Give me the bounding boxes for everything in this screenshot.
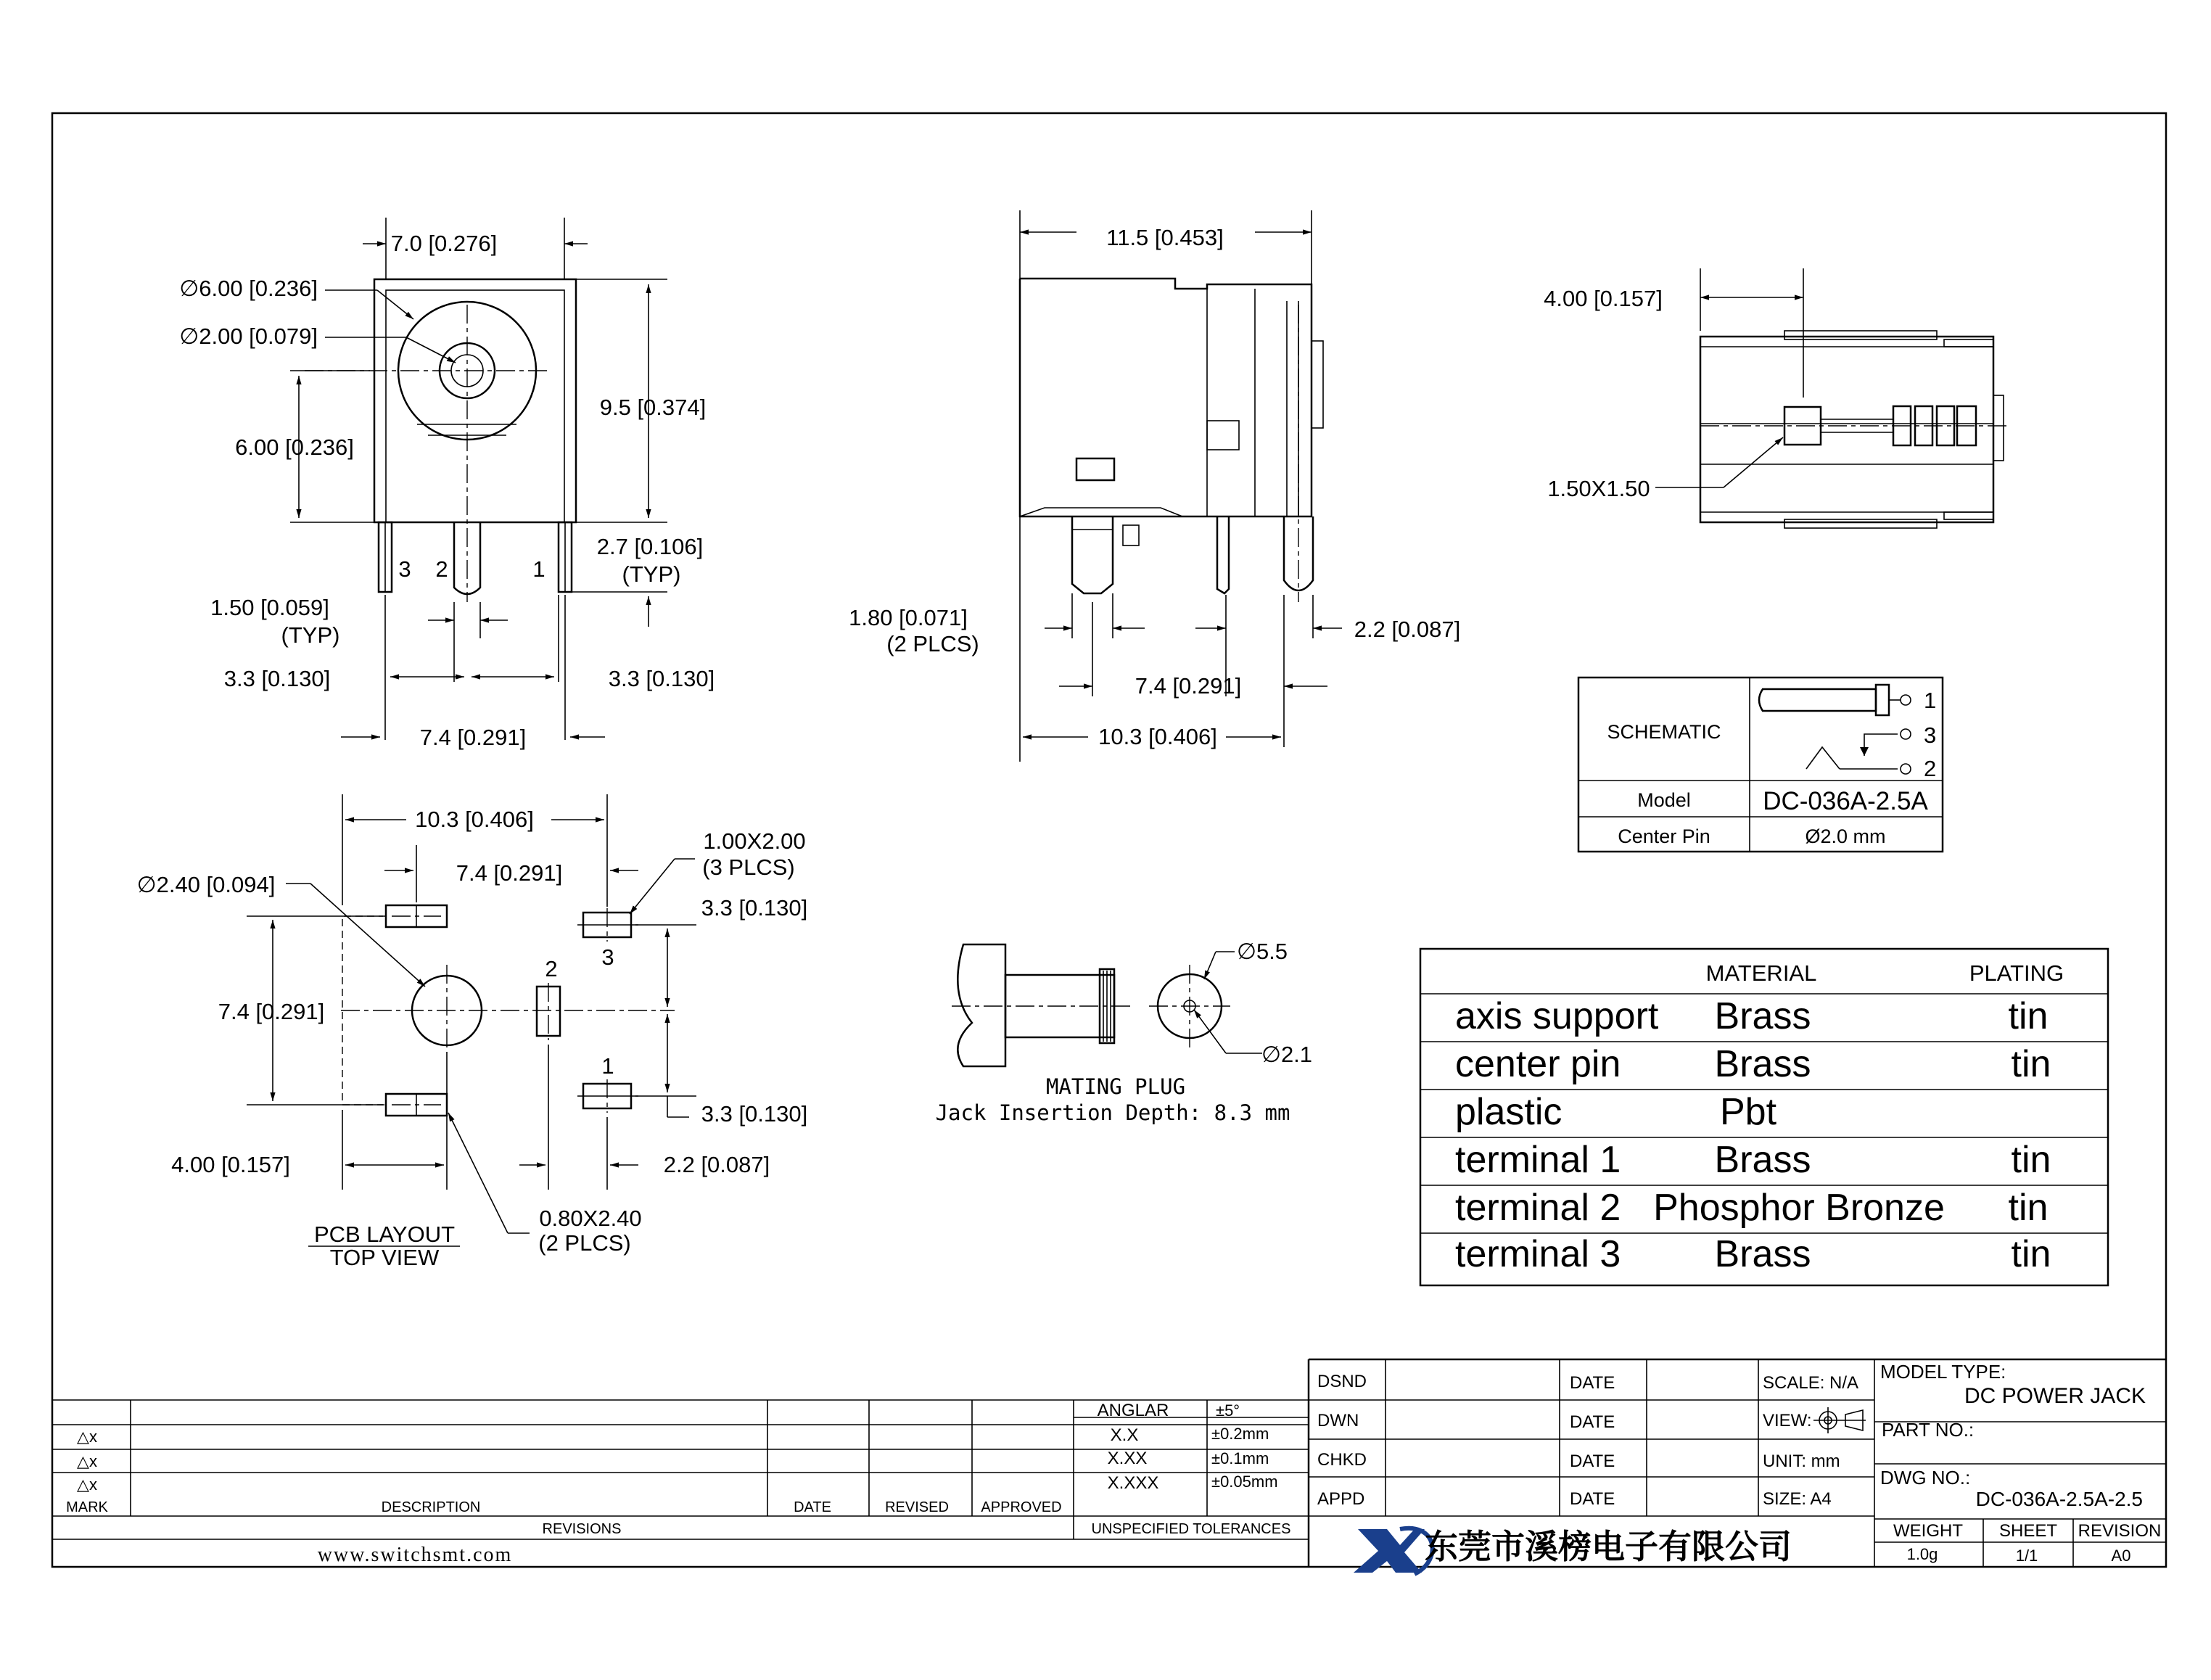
revision-label: REVISION <box>2078 1521 2162 1541</box>
schematic-pin-1: 1 <box>1924 688 1937 713</box>
material-name: Brass <box>1714 1233 1811 1275</box>
bottom-contact-dim: 1.50X1.50 <box>1547 476 1650 501</box>
sign-chkd: CHKD <box>1317 1450 1367 1470</box>
sign-date-4: DATE <box>1570 1489 1615 1509</box>
material-part: plastic <box>1455 1091 1562 1133</box>
pad-label-2: 2 <box>545 956 558 981</box>
dwg-no-value: DC-036A-2.5A-2.5 <box>1975 1488 2143 1510</box>
side-pin-total-dim: 10.3 [0.406] <box>1098 724 1217 749</box>
model-label: Model <box>1637 789 1691 811</box>
revision-value: A0 <box>2111 1547 2131 1565</box>
pin-length-note: (TYP) <box>622 561 681 587</box>
front-height-dim: 9.5 [0.374] <box>599 395 707 420</box>
bottom-offset-dim: 4.00 [0.157] <box>1544 286 1663 311</box>
side-pin-spacing-dim: 7.4 [0.291] <box>1135 673 1242 699</box>
material-header: MATERIAL <box>1705 960 1817 986</box>
pcb-hole-dim: ∅2.40 [0.094] <box>136 872 276 897</box>
tol-xxx-value: ±0.05mm <box>1211 1473 1278 1491</box>
pcb-total-dim: 10.3 [0.406] <box>415 807 534 832</box>
tol-xx-label: X.XX <box>1107 1449 1148 1468</box>
material-part: terminal 1 <box>1455 1139 1621 1181</box>
projection-icon <box>1813 1407 1866 1433</box>
material-name: Brass <box>1714 1139 1811 1181</box>
material-plating: tin <box>2008 995 2049 1037</box>
bottom-view <box>1655 268 2009 528</box>
material-name: Phosphor Bronze <box>1653 1187 1945 1229</box>
schematic-pin-3: 3 <box>1924 722 1937 748</box>
tol-x-value: ±0.2mm <box>1211 1425 1269 1443</box>
center-height-dim: 6.00 [0.236] <box>235 435 354 460</box>
side-view-labels <box>849 225 1460 749</box>
side-pin-thickness-dim: 1.80 [0.071] <box>849 605 968 630</box>
unit-field: UNIT: mm <box>1763 1452 1840 1471</box>
pcb-slot-dim: 1.00X2.00 <box>703 828 806 854</box>
pcb-layout-labels <box>137 807 808 1270</box>
pin-width-dim: 1.50 [0.059] <box>210 595 329 620</box>
pcb-layout-subtitle: TOP VIEW <box>329 1245 440 1270</box>
pcb-lower-offset-dim: 3.3 [0.130] <box>701 1101 808 1127</box>
side-pin-width-dim: 2.2 [0.087] <box>1354 617 1461 642</box>
model-value: DC-036A-2.5A <box>1763 787 1928 815</box>
tol-x-label: X.X <box>1110 1425 1139 1445</box>
mating-plug-title: MATING PLUG <box>1045 1074 1186 1099</box>
size-field: SIZE: A4 <box>1763 1489 1832 1509</box>
sheet-label: SHEET <box>1998 1521 2058 1541</box>
description-header: DESCRIPTION <box>381 1499 481 1515</box>
mark-header: MARK <box>66 1499 108 1515</box>
revisions-label: REVISIONS <box>542 1521 622 1537</box>
pcb-left-offset-dim: 4.00 [0.157] <box>171 1152 290 1177</box>
company-name: 东莞市溪榜电子有限公司 <box>1425 1528 1792 1565</box>
pcb-layout-title: PCB LAYOUT <box>313 1222 456 1247</box>
revision-mark-3: △x <box>77 1475 97 1494</box>
sign-dwn: DWN <box>1317 1411 1359 1430</box>
pcb-vertical-dim: 7.4 [0.291] <box>218 999 325 1024</box>
depth-dim: 11.5 [0.453] <box>1106 225 1224 250</box>
pad-label-3: 3 <box>601 944 614 970</box>
pin-label-2: 2 <box>435 556 448 582</box>
pin-width-note: (TYP) <box>281 622 340 648</box>
weight-value: 1.0g <box>1906 1545 1938 1563</box>
tol-xx-value: ±0.1mm <box>1211 1449 1269 1467</box>
side-pin-thickness-note: (2 PLCS) <box>886 631 979 656</box>
pin-length-dim: 2.7 [0.106] <box>596 534 704 559</box>
view-field: VIEW: <box>1763 1411 1812 1430</box>
schematic-pin-2: 2 <box>1924 756 1937 781</box>
pin-label-1: 1 <box>532 556 545 582</box>
center-pin-label: Center Pin <box>1618 825 1710 847</box>
mating-plug <box>952 944 1262 1066</box>
part-no-label: PART NO.: <box>1882 1419 1975 1441</box>
revision-mark-1: △x <box>77 1428 97 1446</box>
revision-mark-2: △x <box>77 1452 97 1470</box>
pin-label-3: 3 <box>398 556 411 582</box>
left-offset-dim: 3.3 [0.130] <box>223 666 331 691</box>
model-type-value: DC POWER JACK <box>1964 1384 2146 1408</box>
front-view <box>290 218 667 740</box>
dwg-no-label: DWG NO.: <box>1880 1467 1971 1488</box>
revised-header: REVISED <box>885 1499 949 1515</box>
pcb-upper-offset-dim: 3.3 [0.130] <box>701 895 808 921</box>
insertion-depth-note: Jack Insertion Depth: 8.3 mm <box>935 1100 1290 1125</box>
pcb-small-slot-note: (2 PLCS) <box>538 1230 631 1256</box>
center-pin-value: Ø2.0 mm <box>1805 825 1886 847</box>
pad-label-1: 1 <box>601 1053 614 1079</box>
sign-date-1: DATE <box>1570 1373 1615 1393</box>
sign-date-3: DATE <box>1570 1452 1615 1471</box>
sign-date-2: DATE <box>1570 1412 1615 1432</box>
front-width-dim: 7.0 [0.276] <box>390 231 498 256</box>
plating-header: PLATING <box>1969 960 2064 986</box>
material-name: Pbt <box>1719 1091 1777 1133</box>
date-header: DATE <box>794 1499 831 1515</box>
pin-diameter-dim: ∅2.00 [0.079] <box>179 324 318 349</box>
material-name: Brass <box>1714 995 1811 1037</box>
weight-label: WEIGHT <box>1893 1521 1963 1541</box>
tol-angle-label: ANGLAR <box>1097 1401 1169 1420</box>
sheet-value: 1/1 <box>2015 1547 2038 1565</box>
tol-angle-value: ±5° <box>1216 1401 1240 1420</box>
material-name: Brass <box>1714 1043 1811 1085</box>
schematic-label: SCHEMATIC <box>1607 721 1721 743</box>
approved-header: APPROVED <box>981 1499 1062 1515</box>
pcb-small-slot-dim: 0.80X2.40 <box>539 1206 642 1231</box>
pcb-right-offset-dim: 2.2 [0.087] <box>663 1152 770 1177</box>
pcb-pitch-dim: 7.4 [0.291] <box>456 860 563 886</box>
pcb-slot-note: (3 PLCS) <box>702 855 795 880</box>
model-type-label: MODEL TYPE: <box>1880 1361 2006 1383</box>
material-plating: tin <box>2011 1233 2051 1275</box>
material-part: center pin <box>1455 1043 1621 1085</box>
front-view-labels <box>179 231 715 750</box>
material-part: axis support <box>1455 995 1659 1037</box>
right-offset-dim: 3.3 [0.130] <box>608 666 715 691</box>
sign-dsnd: DSND <box>1317 1372 1367 1391</box>
plug-outer-dim: ∅5.5 <box>1236 939 1288 964</box>
material-plating: tin <box>2008 1187 2049 1229</box>
pin-pitch-dim: 7.4 [0.291] <box>419 725 527 750</box>
tol-xxx-label: X.XXX <box>1107 1473 1159 1493</box>
sign-appd: APPD <box>1317 1489 1365 1509</box>
plug-inner-dim: ∅2.1 <box>1261 1042 1313 1067</box>
scale-field: SCALE: N/A <box>1763 1373 1859 1393</box>
website-link[interactable]: www.switchsmt.com <box>317 1544 513 1566</box>
material-part: terminal 2 <box>1455 1187 1621 1229</box>
outer-diameter-dim: ∅6.00 [0.236] <box>179 276 318 301</box>
tolerances-label: UNSPECIFIED TOLERANCES <box>1091 1521 1291 1537</box>
material-part: terminal 3 <box>1455 1233 1621 1275</box>
material-plating: tin <box>2011 1043 2051 1085</box>
material-plating: tin <box>2011 1139 2051 1181</box>
